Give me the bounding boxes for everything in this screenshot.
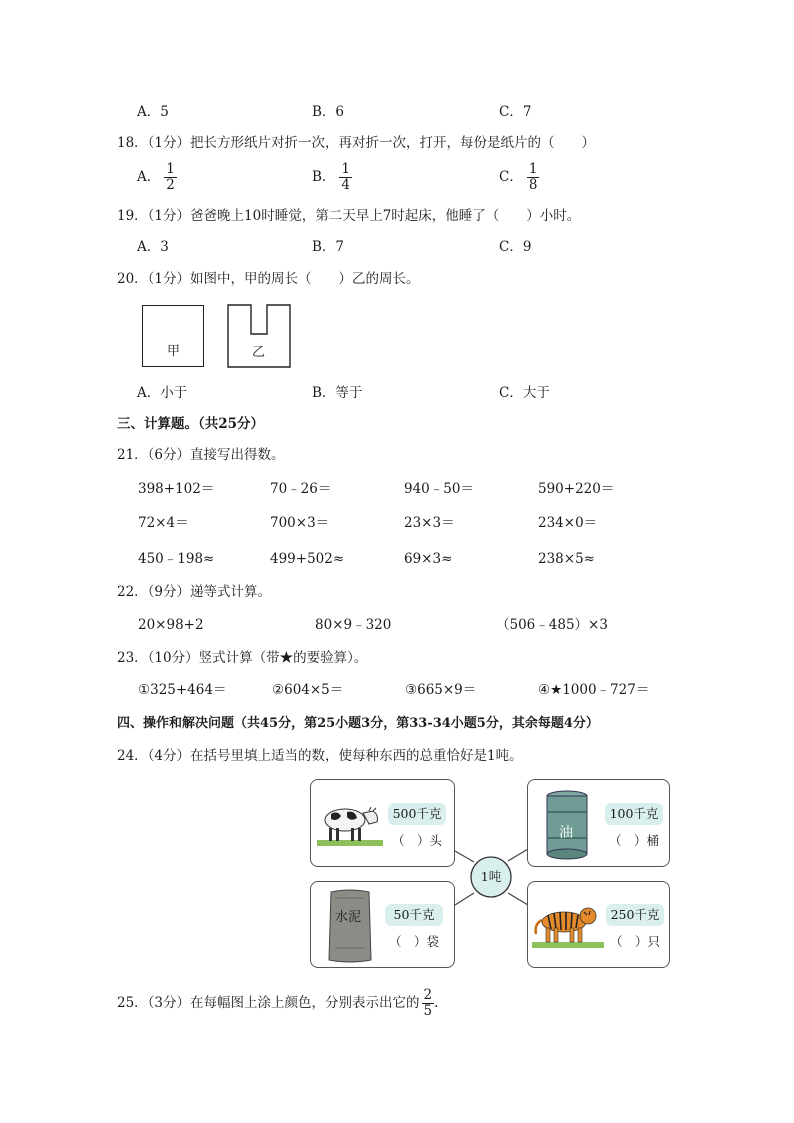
q22-item: 80×9﹣320 — [315, 617, 392, 633]
calc-item: 499+502≈ — [270, 551, 345, 567]
section-4-heading: 四、操作和解决问题（共45分，第25小题3分，第33-34小题5分，其余每题4分） — [117, 716, 599, 731]
q18-option-c: C． $\frac{1}{8}$ — [499, 161, 538, 193]
calc-item: 72×4＝ — [138, 515, 189, 531]
q24-question: 24．（4分）在括号里填上适当的数，使每种东西的总重恰好是1吨。 — [117, 748, 523, 764]
barrel-blank[interactable]: （ ）桶 — [608, 833, 659, 848]
q22-item: 20×98+2 — [138, 617, 204, 633]
q23-item: ③665×9＝ — [405, 682, 477, 698]
calc-item: 940﹣50＝ — [404, 481, 474, 497]
q20-option-a: A．小于 — [137, 385, 188, 401]
q19-option-a: A．3 — [137, 239, 169, 255]
q20-option-b: B．等于 — [312, 385, 363, 401]
cement-card — [310, 881, 455, 968]
tiger-blank[interactable]: （ ）只 — [609, 934, 660, 949]
q23-item: ②604×5＝ — [272, 682, 344, 698]
q19-question: 19．（1分）爸爸晚上10时睡觉，第二天早上7时起床，他睡了（ ）小时。 — [117, 208, 581, 224]
calc-item: 590+220＝ — [538, 481, 615, 497]
q17-option-c: C．7 — [499, 104, 532, 120]
calc-item: 234×0＝ — [538, 515, 598, 531]
cement-bag-icon — [325, 888, 375, 964]
q20-question: 20．（1分）如图中，甲的周长（ ）乙的周长。 — [117, 271, 420, 287]
tiger-card — [527, 881, 670, 968]
q23-item: ④★1000﹣727＝ — [538, 682, 650, 698]
calc-item: 23×3＝ — [404, 515, 455, 531]
q18-option-b: B． $\frac{1}{4}$ — [312, 161, 351, 193]
calc-item: 450﹣198≈ — [138, 551, 215, 567]
barrel-card — [527, 779, 670, 867]
calc-item: 69×3≈ — [404, 551, 453, 567]
q23-question: 23．（10分）竖式计算（带★的要验算）。 — [117, 650, 368, 666]
calc-item: 398+102＝ — [138, 481, 215, 497]
cement-blank[interactable]: （ ）袋 — [388, 934, 439, 949]
section-3-heading: 三、计算题。（共25分） — [117, 416, 265, 432]
cement-label: 水泥 — [335, 910, 362, 925]
calc-item: 70﹣26＝ — [270, 481, 332, 497]
tiger-weight: 250千克 — [606, 904, 664, 926]
q19-option-c: C．9 — [499, 239, 532, 255]
cow-icon — [317, 798, 383, 848]
label-jia: 甲 — [167, 344, 181, 359]
q18-option-a: A． $\frac{1}{2}$ — [137, 161, 175, 193]
cement-weight: 50千克 — [385, 904, 443, 926]
q21-question: 21．（6分）直接写出得数。 — [117, 447, 285, 463]
cow-blank[interactable]: （ ）头 — [391, 833, 442, 848]
q20-option-c: C．大于 — [499, 385, 550, 401]
q17-option-a: A．5 — [137, 104, 169, 120]
tiger-icon — [532, 898, 604, 950]
q22-item: （506﹣485）×3 — [496, 617, 608, 633]
barrel-weight: 100千克 — [605, 803, 663, 825]
q22-question: 22．（9分）递等式计算。 — [117, 584, 272, 600]
cow-card — [310, 779, 455, 867]
q18-question: 18．（1分）把长方形纸片对折一次，再对折一次，打开，每份是纸片的（ ） — [117, 135, 596, 151]
barrel-label: 油 — [559, 825, 573, 841]
cow-weight: 500千克 — [388, 803, 446, 825]
q17-option-b: B．6 — [312, 104, 345, 120]
calc-item: 700×3＝ — [270, 515, 330, 531]
calc-item: 238×5≈ — [538, 551, 595, 567]
q25-question: 25．（3分）在每幅图上涂上颜色，分别表示出它的 $\frac{2}{5}$ . — [117, 987, 439, 1019]
label-yi: 乙 — [252, 345, 266, 360]
q19-option-b: B．7 — [312, 239, 345, 255]
q23-item: ①325+464＝ — [138, 682, 227, 698]
center-label: 1吨 — [480, 869, 502, 884]
